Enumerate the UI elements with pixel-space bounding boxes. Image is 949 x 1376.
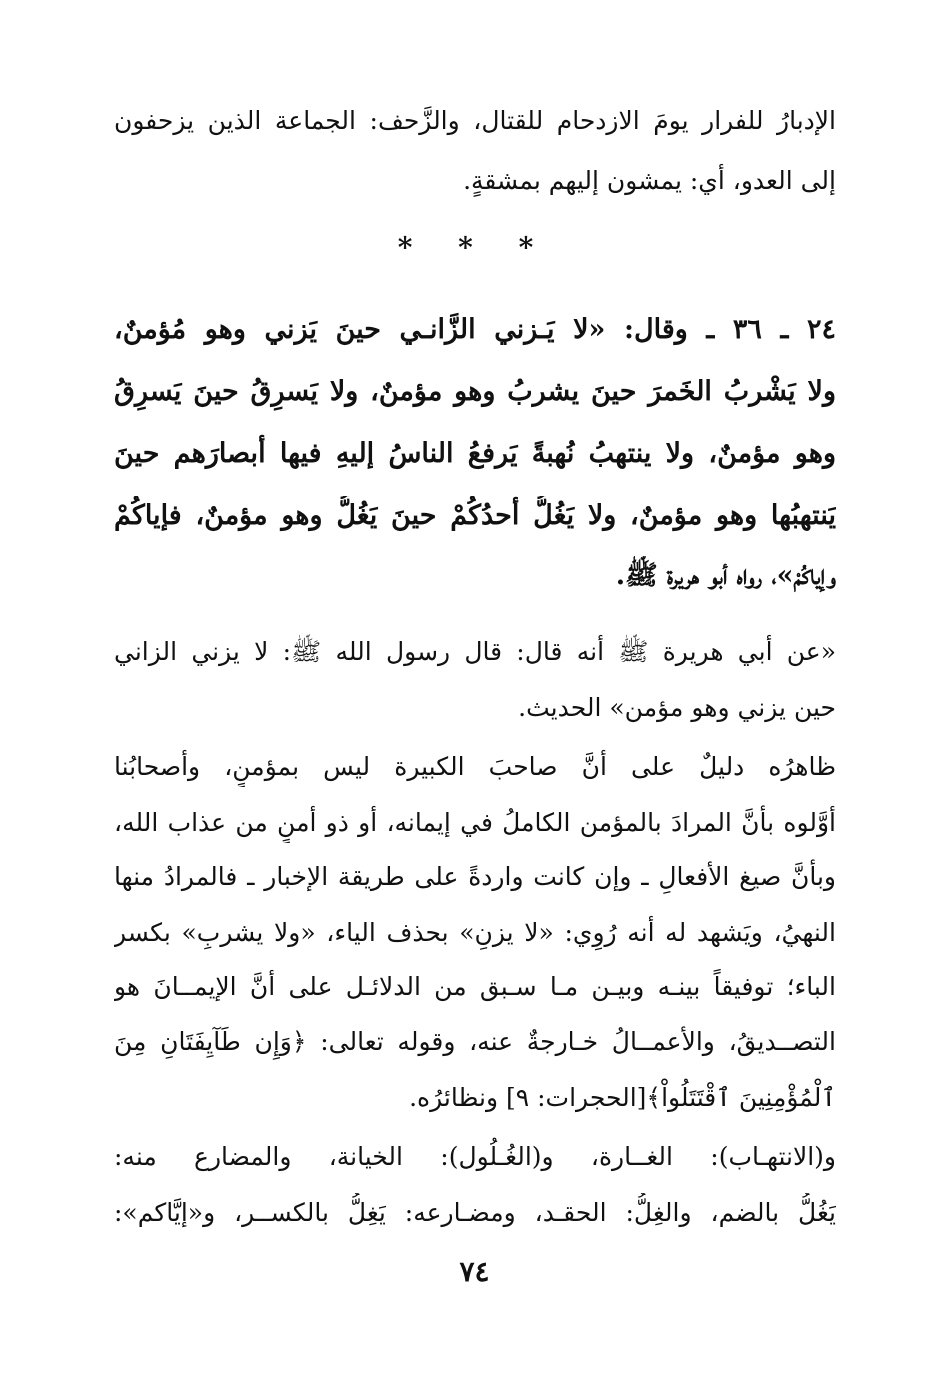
commentary-line: النهيُ، ويَشهد له أنه رُوِي: «لا يزنِ» بحذف الياء، «ولا يشربِ» بكسر bbox=[114, 918, 836, 947]
hadith-line: ٢٤ ـ ٣٦ ـ وقال: «لا يَـزني الزَّانـي حينَ يَزني وهو مُؤمنٌ، bbox=[114, 314, 836, 345]
commentary-line: وبأنَّ صيغ الأفعالِ ـ وإن كانت واردةً على طريقة الإخبار ـ فالمرادُ منها bbox=[114, 862, 836, 891]
text-line: الإدبارُ للفرار يومَ الازدحام للقتال، والزَّحف: الجماعة الذين يزحفون bbox=[114, 106, 836, 135]
page-number: ٧٤ bbox=[459, 1255, 490, 1288]
commentary-line: الباء؛ توفيقاً بينـه وبيـن مـا سـبق من الدلائـل على أنَّ الإيمــانَ هو bbox=[114, 972, 836, 1001]
commentary-line: يَغُلُّ بالضم، والغِلُّ: الحقـد، ومضـارعه: يَغِلُّ بالكســر، و«إيَّاكم»: bbox=[114, 1198, 836, 1227]
commentary-line: ٱلْمُؤْمِنِينَ ٱقْتَتَلُواْ﴾[الحجرات: ٩] ونظائرُه. bbox=[409, 1083, 836, 1112]
commentary-line: التصــديقُ، والأعمــالُ خـارجةٌ عنه، وقوله تعالى: ﴿وَإِن طَآيِفَتَانِ مِنَ bbox=[114, 1027, 836, 1056]
commentary-line: ظاهرُه دليلٌ على أنَّ صاحبَ الكبيرة ليس بمؤمنٍ، وأصحابُنا bbox=[114, 752, 836, 781]
hadith-line: يَنتهبُها وهو مؤمنٌ، ولا يَغُلُّ أحدُكُمْ حينَ يَغُلُّ وهو مؤمنٌ، فإياكُمْ bbox=[114, 500, 836, 531]
commentary-line: «عن أبي هريرة ﷺ أنه قال: قال رسول الله ﷺ: لا يزني الزاني bbox=[114, 637, 836, 666]
text-line: إلى العدو، أي: يمشون إليهم بمشقةٍ. bbox=[463, 166, 836, 195]
commentary-line: حين يزني وهو مؤمن» الحديث. bbox=[518, 693, 836, 722]
commentary-line: و(الانتهـاب): الغــارة، و(الغُـلُول): الخيانة، والمضارع منه: bbox=[114, 1142, 836, 1171]
section-separator: * * * bbox=[397, 231, 552, 264]
hadith-line: ولا يَشْربُ الخَمرَ حينَ يشربُ وهو مؤمنٌ، ولا يَسرِقُ حينَ يَسرِقُ bbox=[114, 376, 836, 407]
hadith-line: وإياكُمْ»، رواه أبو هريرة ﷺ. bbox=[615, 560, 836, 591]
commentary-line: أوَّلوه بأنَّ المرادَ بالمؤمن الكاملُ في إيمانه، أو ذو أمنٍ من عذاب الله، bbox=[114, 808, 836, 837]
hadith-line: وهو مؤمنٌ، ولا ينتهبُ نُهبةً يَرفعُ الناسُ إليهِ فيها أبصارَهم حينَ bbox=[114, 438, 836, 469]
